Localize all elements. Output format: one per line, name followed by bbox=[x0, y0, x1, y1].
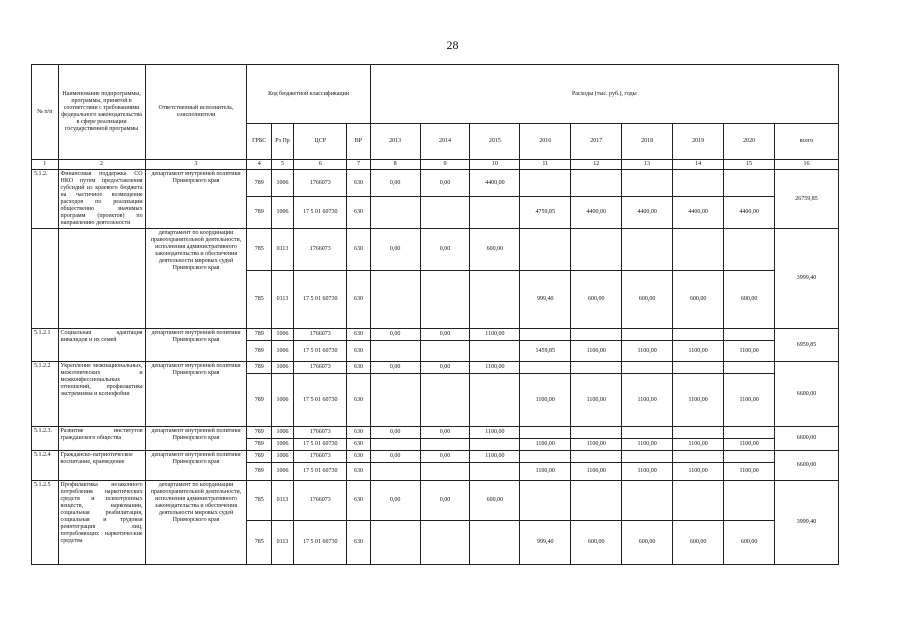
cell-year-value: 600,00 bbox=[470, 481, 520, 521]
cell-year-value: 1100,00 bbox=[470, 362, 520, 374]
cell-vr: 630 bbox=[347, 341, 370, 362]
cell-csr: 17 5 01 60730 bbox=[294, 463, 347, 481]
cell-year-value bbox=[622, 451, 673, 463]
cell-year-value: 1100,00 bbox=[622, 341, 673, 362]
cell-rzpr: 1006 bbox=[271, 362, 293, 374]
cell-year-value: 600,00 bbox=[673, 271, 724, 329]
header-responsible: Ответственный исполнитель, соисполнители bbox=[145, 65, 247, 160]
cell-csr: 17 5 01 60730 bbox=[294, 439, 347, 451]
cell-year-value: 1100,00 bbox=[470, 329, 520, 341]
cell-year-value: 1100,00 bbox=[520, 439, 571, 451]
cell-year-value bbox=[571, 170, 622, 197]
cell-csr: 1766073 bbox=[294, 427, 347, 439]
cell-grbs: 789 bbox=[247, 463, 271, 481]
cell-rzpr: 1006 bbox=[271, 197, 293, 229]
cell-csr: 17 5 01 60730 bbox=[294, 341, 347, 362]
table-row bbox=[32, 329, 839, 341]
row-total: 6959,85 bbox=[775, 329, 839, 362]
column-number: 5 bbox=[271, 160, 293, 170]
cell-year-value bbox=[724, 481, 775, 521]
column-number: 6 bbox=[294, 160, 347, 170]
cell-year-value bbox=[673, 329, 724, 341]
budget-table bbox=[31, 64, 839, 565]
cell-grbs: 789 bbox=[247, 451, 271, 463]
table-row bbox=[32, 451, 839, 463]
header-year: 2018 bbox=[622, 124, 673, 160]
cell-year-value: 600,00 bbox=[470, 229, 520, 271]
table-row bbox=[32, 427, 839, 439]
header-grbs: ГРБС bbox=[247, 124, 271, 160]
cell-csr: 1766073 bbox=[294, 481, 347, 521]
cell-year-value bbox=[673, 451, 724, 463]
cell-year-value bbox=[571, 451, 622, 463]
cell-year-value: 1100,00 bbox=[724, 439, 775, 451]
row-responsible: департамент по координации правоохранительной деятельности, исполнения административного законодательства и обеспечения деятельности мировых судей Приморского края bbox=[145, 481, 247, 565]
cell-year-value: 0,00 bbox=[420, 229, 470, 271]
cell-grbs: 785 bbox=[247, 521, 271, 565]
column-number: 15 bbox=[724, 160, 775, 170]
cell-year-value bbox=[420, 521, 470, 565]
cell-grbs: 789 bbox=[247, 197, 271, 229]
cell-year-value: 0,00 bbox=[420, 362, 470, 374]
cell-year-value: 600,00 bbox=[571, 271, 622, 329]
cell-grbs: 789 bbox=[247, 439, 271, 451]
row-name: Укрепление межнациональных, межэтнических и межконфессиональных отношений, профилактика экстремизма и ксенофобии bbox=[58, 362, 145, 427]
cell-year-value: 1459,85 bbox=[520, 341, 571, 362]
cell-year-value bbox=[673, 229, 724, 271]
cell-vr: 630 bbox=[347, 197, 370, 229]
cell-year-value: 600,00 bbox=[673, 521, 724, 565]
cell-year-value bbox=[470, 521, 520, 565]
cell-year-value bbox=[724, 427, 775, 439]
cell-year-value: 999,40 bbox=[520, 271, 571, 329]
cell-year-value bbox=[420, 271, 470, 329]
cell-year-value bbox=[571, 427, 622, 439]
cell-year-value bbox=[420, 374, 470, 427]
row-responsible: департамент внутренней политики Приморского края bbox=[145, 362, 247, 427]
cell-rzpr: 1006 bbox=[271, 170, 293, 197]
cell-year-value: 4400,00 bbox=[673, 197, 724, 229]
cell-year-value: 4400,00 bbox=[470, 170, 520, 197]
cell-year-value bbox=[470, 341, 520, 362]
cell-csr: 1766073 bbox=[294, 329, 347, 341]
cell-year-value: 1100,00 bbox=[724, 463, 775, 481]
row-number: 5.1.2.1 bbox=[32, 329, 59, 362]
row-number: 5.1.2. bbox=[32, 170, 59, 229]
row-total: 3999,40 bbox=[775, 229, 839, 329]
column-number: 14 bbox=[673, 160, 724, 170]
cell-year-value bbox=[520, 362, 571, 374]
header-year: 2020 bbox=[724, 124, 775, 160]
header-year: 2015 bbox=[470, 124, 520, 160]
cell-vr: 630 bbox=[347, 362, 370, 374]
cell-year-value bbox=[724, 170, 775, 197]
column-number: 11 bbox=[520, 160, 571, 170]
column-number: 9 bbox=[420, 160, 470, 170]
cell-year-value: 600,00 bbox=[622, 271, 673, 329]
cell-year-value: 1100,00 bbox=[571, 341, 622, 362]
row-name: Развитие институтов гражданского общества bbox=[58, 427, 145, 451]
row-responsible: департамент по координации правоохранительной деятельности, исполнения административного законодательства и обеспечения деятельности мировых судей Приморского края bbox=[145, 229, 247, 329]
cell-year-value bbox=[622, 329, 673, 341]
table-row bbox=[32, 229, 839, 271]
cell-vr: 630 bbox=[347, 229, 370, 271]
column-number: 10 bbox=[470, 160, 520, 170]
cell-year-value bbox=[622, 362, 673, 374]
cell-year-value: 1100,00 bbox=[673, 463, 724, 481]
table-row bbox=[32, 481, 839, 521]
column-number: 3 bbox=[145, 160, 247, 170]
cell-year-value: 0,00 bbox=[370, 170, 420, 197]
cell-year-value bbox=[420, 439, 470, 451]
cell-year-value: 1100,00 bbox=[520, 374, 571, 427]
cell-year-value bbox=[370, 271, 420, 329]
cell-year-value: 1100,00 bbox=[673, 341, 724, 362]
cell-year-value bbox=[420, 341, 470, 362]
cell-year-value bbox=[724, 362, 775, 374]
cell-year-value bbox=[370, 463, 420, 481]
cell-rzpr: 0113 bbox=[271, 521, 293, 565]
cell-year-value bbox=[420, 463, 470, 481]
cell-year-value bbox=[370, 197, 420, 229]
cell-year-value: 0,00 bbox=[370, 362, 420, 374]
cell-vr: 630 bbox=[347, 463, 370, 481]
cell-vr: 630 bbox=[347, 374, 370, 427]
column-number: 2 bbox=[58, 160, 145, 170]
cell-rzpr: 1006 bbox=[271, 427, 293, 439]
cell-csr: 1766073 bbox=[294, 362, 347, 374]
row-number: 5.1.2.2 bbox=[32, 362, 59, 427]
cell-rzpr: 0113 bbox=[271, 481, 293, 521]
page-number: 28 bbox=[446, 38, 459, 52]
cell-year-value: 1100,00 bbox=[520, 463, 571, 481]
cell-vr: 630 bbox=[347, 329, 370, 341]
cell-year-value bbox=[673, 170, 724, 197]
cell-year-value bbox=[571, 362, 622, 374]
cell-year-value: 0,00 bbox=[370, 481, 420, 521]
cell-year-value bbox=[724, 329, 775, 341]
cell-rzpr: 0113 bbox=[271, 271, 293, 329]
cell-year-value bbox=[520, 229, 571, 271]
cell-year-value: 1100,00 bbox=[470, 451, 520, 463]
cell-vr: 630 bbox=[347, 439, 370, 451]
cell-rzpr: 1006 bbox=[271, 439, 293, 451]
row-total: 6600,00 bbox=[775, 362, 839, 427]
cell-grbs: 785 bbox=[247, 271, 271, 329]
cell-year-value: 999,40 bbox=[520, 521, 571, 565]
header-total: всего bbox=[775, 124, 839, 160]
row-name: Финансовая поддержка СО НКО путем предоставления субсидий из краевого бюджета на частичное возмещение расходов по реализации общественно значимых программ (проектов) по направлению деятельности bbox=[58, 170, 145, 229]
cell-vr: 630 bbox=[347, 481, 370, 521]
cell-year-value bbox=[470, 463, 520, 481]
cell-rzpr: 1006 bbox=[271, 374, 293, 427]
cell-year-value bbox=[520, 329, 571, 341]
cell-year-value: 1100,00 bbox=[571, 374, 622, 427]
cell-year-value bbox=[571, 229, 622, 271]
table-row bbox=[32, 362, 839, 374]
cell-grbs: 789 bbox=[247, 170, 271, 197]
row-total: 6600,00 bbox=[775, 427, 839, 451]
cell-year-value: 0,00 bbox=[370, 229, 420, 271]
cell-year-value bbox=[622, 170, 673, 197]
cell-year-value bbox=[673, 362, 724, 374]
cell-year-value: 0,00 bbox=[420, 329, 470, 341]
cell-csr: 17 5 01 60730 bbox=[294, 197, 347, 229]
row-number: 5.1.2.3. bbox=[32, 427, 59, 451]
header-year: 2019 bbox=[673, 124, 724, 160]
cell-year-value bbox=[571, 481, 622, 521]
cell-rzpr: 1006 bbox=[271, 451, 293, 463]
cell-vr: 630 bbox=[347, 170, 370, 197]
cell-year-value bbox=[420, 197, 470, 229]
header-year: 2016 bbox=[520, 124, 571, 160]
row-number: 5.1.2.4 bbox=[32, 451, 59, 481]
row-name: Социальная адаптация инвалидов и их семей bbox=[58, 329, 145, 362]
cell-year-value bbox=[622, 229, 673, 271]
cell-vr: 630 bbox=[347, 271, 370, 329]
cell-csr: 1766073 bbox=[294, 229, 347, 271]
cell-rzpr: 1006 bbox=[271, 329, 293, 341]
row-total: 26759,85 bbox=[775, 170, 839, 229]
cell-year-value: 4400,00 bbox=[622, 197, 673, 229]
header-vr: ВР bbox=[347, 124, 370, 160]
column-number: 16 bbox=[775, 160, 839, 170]
column-number: 13 bbox=[622, 160, 673, 170]
cell-vr: 630 bbox=[347, 451, 370, 463]
cell-year-value bbox=[520, 170, 571, 197]
cell-csr: 1766073 bbox=[294, 451, 347, 463]
cell-year-value: 0,00 bbox=[420, 451, 470, 463]
row-name bbox=[58, 229, 145, 329]
column-number: 8 bbox=[370, 160, 420, 170]
cell-year-value: 1100,00 bbox=[622, 374, 673, 427]
cell-csr: 17 5 01 60730 bbox=[294, 271, 347, 329]
table-row bbox=[32, 170, 839, 197]
cell-year-value: 1100,00 bbox=[673, 439, 724, 451]
cell-year-value bbox=[370, 341, 420, 362]
row-number bbox=[32, 229, 59, 329]
column-number: 12 bbox=[571, 160, 622, 170]
cell-year-value: 1100,00 bbox=[673, 374, 724, 427]
row-number: 5.1.2.5 bbox=[32, 481, 59, 565]
cell-csr: 1766073 bbox=[294, 170, 347, 197]
cell-vr: 630 bbox=[347, 427, 370, 439]
cell-rzpr: 1006 bbox=[271, 341, 293, 362]
cell-year-value: 1100,00 bbox=[571, 439, 622, 451]
cell-grbs: 785 bbox=[247, 229, 271, 271]
cell-year-value: 1100,00 bbox=[571, 463, 622, 481]
column-number: 7 bbox=[347, 160, 370, 170]
cell-vr: 630 bbox=[347, 521, 370, 565]
header-rzpr: Рз Пр bbox=[271, 124, 293, 160]
cell-grbs: 789 bbox=[247, 427, 271, 439]
column-number: 1 bbox=[32, 160, 59, 170]
header-csr: ЦСР bbox=[294, 124, 347, 160]
cell-csr: 17 5 01 60730 bbox=[294, 521, 347, 565]
cell-year-value: 0,00 bbox=[370, 451, 420, 463]
cell-year-value bbox=[520, 481, 571, 521]
cell-year-value: 1100,00 bbox=[724, 374, 775, 427]
cell-year-value bbox=[520, 451, 571, 463]
row-responsible: департамент внутренней политики Приморского края bbox=[145, 170, 247, 229]
cell-year-value bbox=[622, 481, 673, 521]
cell-year-value: 1100,00 bbox=[724, 341, 775, 362]
cell-year-value bbox=[370, 521, 420, 565]
cell-year-value bbox=[470, 374, 520, 427]
cell-year-value bbox=[724, 451, 775, 463]
header-year: 2013 bbox=[370, 124, 420, 160]
cell-year-value: 4400,00 bbox=[724, 197, 775, 229]
cell-year-value: 0,00 bbox=[420, 481, 470, 521]
cell-year-value bbox=[520, 427, 571, 439]
header-expenses: Расходы (тыс. руб.), годы bbox=[370, 65, 838, 124]
cell-year-value: 0,00 bbox=[370, 329, 420, 341]
header-name: Наименование подпрограммы, программы, принятой в соответствии с требованиями федерального законодательства в сфере реализации государственной программы bbox=[58, 65, 145, 160]
cell-year-value bbox=[470, 197, 520, 229]
cell-year-value bbox=[370, 439, 420, 451]
cell-year-value bbox=[571, 329, 622, 341]
cell-year-value: 4759,85 bbox=[520, 197, 571, 229]
cell-grbs: 789 bbox=[247, 341, 271, 362]
cell-year-value: 0,00 bbox=[420, 170, 470, 197]
row-responsible: департамент внутренней политики Приморского края bbox=[145, 451, 247, 481]
cell-year-value: 600,00 bbox=[724, 271, 775, 329]
cell-year-value: 1100,00 bbox=[622, 463, 673, 481]
cell-grbs: 789 bbox=[247, 362, 271, 374]
cell-rzpr: 1006 bbox=[271, 463, 293, 481]
cell-grbs: 789 bbox=[247, 329, 271, 341]
cell-rzpr: 0113 bbox=[271, 229, 293, 271]
row-name: Профилактика незаконного потребления наркотических средств и психотропных веществ, наркомании, социальная реабилитация, социальная и трудовая реинтеграция лиц, потребляющих наркотические средства bbox=[58, 481, 145, 565]
cell-year-value: 0,00 bbox=[420, 427, 470, 439]
row-total: 3999,40 bbox=[775, 481, 839, 565]
cell-year-value bbox=[724, 229, 775, 271]
row-responsible: департамент внутренней политики Приморского края bbox=[145, 329, 247, 362]
cell-year-value: 1100,00 bbox=[470, 427, 520, 439]
cell-csr: 17 5 01 60730 bbox=[294, 374, 347, 427]
cell-year-value: 1100,00 bbox=[622, 439, 673, 451]
header-budget-codes: Код бюджетной классификации bbox=[247, 65, 370, 124]
column-number: 4 bbox=[247, 160, 271, 170]
row-total: 6600,00 bbox=[775, 451, 839, 481]
cell-year-value: 4400,00 bbox=[571, 197, 622, 229]
cell-grbs: 785 bbox=[247, 481, 271, 521]
cell-year-value: 600,00 bbox=[571, 521, 622, 565]
cell-year-value bbox=[673, 427, 724, 439]
cell-year-value bbox=[673, 481, 724, 521]
cell-grbs: 789 bbox=[247, 374, 271, 427]
cell-year-value: 600,00 bbox=[622, 521, 673, 565]
cell-year-value bbox=[470, 439, 520, 451]
header-year: 2014 bbox=[420, 124, 470, 160]
cell-year-value: 600,00 bbox=[724, 521, 775, 565]
row-name: Гражданско-патриотическое воспитание, краеведение bbox=[58, 451, 145, 481]
cell-year-value: 0,00 bbox=[370, 427, 420, 439]
cell-year-value bbox=[470, 271, 520, 329]
row-responsible: департамент внутренней политики Приморского края bbox=[145, 427, 247, 451]
cell-year-value bbox=[622, 427, 673, 439]
header-num: № п/п bbox=[32, 65, 59, 160]
cell-year-value bbox=[370, 374, 420, 427]
header-year: 2017 bbox=[571, 124, 622, 160]
